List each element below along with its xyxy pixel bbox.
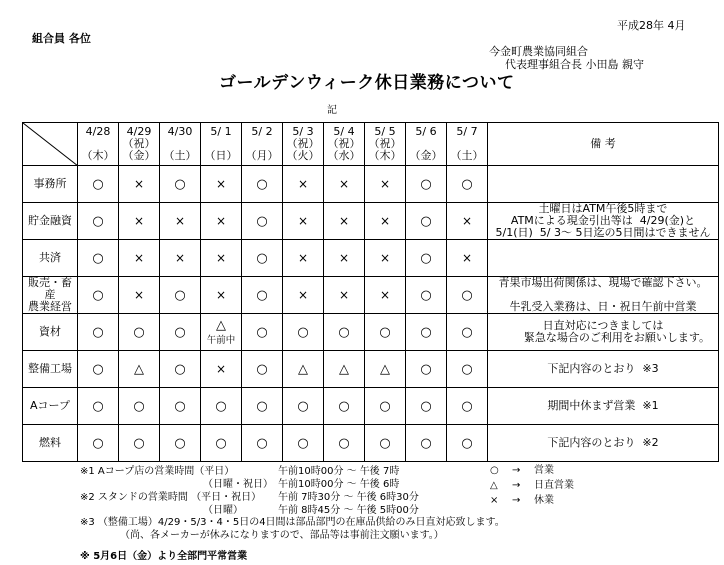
remarks-cell (488, 388, 719, 425)
status-cell (160, 240, 201, 277)
status-cell (324, 203, 365, 240)
legend-arrow: → (512, 465, 521, 476)
status-mark: ○ (256, 398, 268, 414)
row-label (23, 277, 78, 314)
status-mark: ○ (420, 176, 432, 192)
footnote-2b-time: 午前 8時45分 ～ 午後 5時00分 (278, 505, 419, 516)
status-mark: ○ (174, 435, 186, 451)
status-mark: × (338, 250, 350, 265)
legend-duty-symbol: △ (490, 480, 498, 491)
status-cell (78, 166, 119, 203)
status-mark: ○ (133, 435, 145, 451)
date-header (242, 123, 283, 166)
status-mark: △ (216, 317, 226, 333)
status-cell (324, 314, 365, 351)
status-mark: × (215, 361, 227, 376)
status-mark: × (379, 213, 391, 228)
status-mark: △ (339, 361, 349, 377)
weekday-label: （火） (286, 149, 320, 162)
remarks-cell (488, 425, 719, 462)
legend-item-duty (490, 476, 574, 491)
date-label: 5/ 5 (374, 125, 396, 138)
status-cell (447, 240, 488, 277)
legend (490, 461, 574, 506)
status-mark: ○ (133, 324, 145, 340)
row-label (23, 203, 78, 240)
status-mark: ○ (92, 398, 104, 414)
weekday-label: （木） (368, 149, 402, 162)
date-label: 5/ 2 (251, 125, 273, 138)
status-cell (365, 277, 406, 314)
status-mark: × (297, 287, 309, 302)
date-header (78, 123, 119, 166)
status-mark: ○ (256, 435, 268, 451)
status-mark: ○ (461, 398, 473, 414)
status-mark: × (297, 213, 309, 228)
legend-arrow: → (512, 495, 521, 506)
status-mark: ○ (297, 324, 309, 340)
sender-name: 代表理事組合長 小田島 親守 (505, 58, 644, 71)
legend-open-symbol: ○ (490, 465, 499, 476)
remarks-line: 緊急な場合のご利用をお願いします。 (495, 331, 711, 344)
status-cell (406, 166, 447, 203)
status-cell (242, 277, 283, 314)
status-cell (365, 240, 406, 277)
remarks-cell (488, 166, 719, 203)
status-mark: ○ (461, 324, 473, 340)
status-mark: ○ (215, 435, 227, 451)
row-label (23, 425, 78, 462)
footnote-2-label: ※2 スタンドの営業時間 （平日・祝日） (80, 492, 262, 503)
status-mark: ○ (420, 361, 432, 377)
status-mark: ○ (174, 176, 186, 192)
status-cell (119, 277, 160, 314)
footnote-1-label: ※1 Aコープ店の営業時間（平日） (80, 466, 235, 477)
status-mark: ○ (256, 250, 268, 266)
status-cell (242, 166, 283, 203)
holiday-label: （祝） (286, 137, 320, 150)
row-label (23, 240, 78, 277)
issue-date: 平成28年 4月 (617, 19, 686, 32)
remarks-line: 日直対応につきましては (542, 319, 664, 332)
footnote-2b-label: （日曜） (203, 505, 243, 516)
date-header (406, 123, 447, 166)
status-mark: △ (298, 361, 308, 377)
status-mark: × (215, 250, 227, 265)
status-cell (78, 388, 119, 425)
status-mark: × (297, 250, 309, 265)
status-cell (242, 351, 283, 388)
row-label-text: 販売・畜産 (28, 276, 72, 301)
status-mark: ○ (215, 398, 227, 414)
status-cell (119, 425, 160, 462)
status-cell (447, 425, 488, 462)
footnote-3: ※3 （整備工場）4/29・5/3・4・5日の4日間は部品部門の在庫品供給のみ日直対応致します。 (80, 517, 505, 528)
status-cell (242, 314, 283, 351)
status-cell (406, 240, 447, 277)
status-cell (447, 166, 488, 203)
remarks-line: 期間中休まず営業 ※1 (547, 399, 659, 412)
status-cell (160, 314, 201, 351)
status-cell (447, 388, 488, 425)
weekday-label: （金） (122, 149, 156, 162)
status-mark: ○ (338, 435, 350, 451)
weekday-label: （土） (163, 149, 197, 162)
status-mark: ○ (420, 250, 432, 266)
status-cell (447, 203, 488, 240)
remarks-line: 青果市場出荷関係は、現場で確認下さい。 (498, 276, 708, 289)
status-mark: ○ (297, 398, 309, 414)
org-name: 今金町農業協同組合 (489, 45, 588, 58)
row-label (23, 388, 78, 425)
status-mark: ○ (92, 176, 104, 192)
footnote-1-time: 午前10時00分 ～ 午後 7時 (278, 466, 400, 477)
status-cell (447, 351, 488, 388)
status-cell (283, 388, 324, 425)
holiday-label: （祝） (368, 137, 402, 150)
remarks-cell (488, 314, 719, 351)
date-header (447, 123, 488, 166)
status-cell (119, 388, 160, 425)
status-cell (283, 277, 324, 314)
status-mark: ○ (133, 398, 145, 414)
status-cell (78, 277, 119, 314)
status-cell (365, 314, 406, 351)
status-mark: ○ (92, 324, 104, 340)
status-mark: × (461, 213, 473, 228)
status-cell (283, 166, 324, 203)
status-cell (365, 203, 406, 240)
status-cell (78, 351, 119, 388)
status-mark: ○ (461, 287, 473, 303)
remarks-line: 土曜日はATM午後5時まで (538, 202, 668, 215)
recipient: 組合員 各位 (32, 32, 91, 45)
status-cell (201, 388, 242, 425)
status-cell (160, 351, 201, 388)
table-row (23, 203, 719, 240)
status-mark: × (461, 250, 473, 265)
status-cell (283, 240, 324, 277)
status-mark: × (379, 287, 391, 302)
status-mark: ○ (92, 250, 104, 266)
status-mark: × (133, 287, 145, 302)
weekday-label: （木） (81, 149, 115, 162)
diagonal-corner-cell (23, 123, 78, 166)
status-cell (324, 351, 365, 388)
row-label-text: 貯金融資 (28, 214, 72, 227)
row-label-text: 整備工場 (28, 362, 72, 375)
status-cell (406, 351, 447, 388)
status-mark: × (297, 176, 309, 191)
status-cell (324, 277, 365, 314)
status-cell (242, 203, 283, 240)
remarks-line: 下記内容のとおり ※3 (547, 362, 659, 375)
date-label: 5/ 6 (415, 125, 437, 138)
status-subnote: 午前中 (206, 334, 236, 346)
legend-open-text: 営業 (534, 465, 554, 476)
status-cell (78, 314, 119, 351)
status-mark: ○ (256, 324, 268, 340)
status-mark: ○ (256, 287, 268, 303)
status-cell (406, 388, 447, 425)
table-row (23, 277, 719, 314)
status-mark: ○ (420, 287, 432, 303)
table-row (23, 351, 719, 388)
date-header (365, 123, 406, 166)
date-header (283, 123, 324, 166)
status-cell (406, 314, 447, 351)
status-cell (119, 166, 160, 203)
date-header (119, 123, 160, 166)
schedule-table (22, 122, 719, 462)
remarks-cell (488, 351, 719, 388)
date-label: 4/28 (85, 125, 111, 138)
remarks-line: 牛乳受入業務は、日・祝日午前中営業 (509, 300, 697, 313)
status-mark: ○ (92, 435, 104, 451)
status-cell (283, 425, 324, 462)
footnote-2-time: 午前 7時30分 ～ 午後 6時30分 (278, 492, 419, 503)
status-cell (406, 203, 447, 240)
status-mark: ○ (379, 435, 391, 451)
status-cell (201, 166, 242, 203)
status-cell (242, 388, 283, 425)
status-mark: × (133, 213, 145, 228)
table-row (23, 240, 719, 277)
status-mark: ○ (338, 398, 350, 414)
footnote-1b-label: （日曜・祝日） (203, 479, 273, 490)
status-mark: × (174, 213, 186, 228)
status-cell (160, 166, 201, 203)
table-row (23, 425, 719, 462)
status-cell (447, 314, 488, 351)
remarks-cell (488, 240, 719, 277)
remarks-cell (488, 203, 719, 240)
status-mark: ○ (256, 213, 268, 229)
status-cell (160, 203, 201, 240)
status-cell (242, 240, 283, 277)
row-label-text: 燃料 (39, 436, 61, 449)
status-cell (119, 203, 160, 240)
date-label: 4/29 (126, 125, 152, 138)
status-cell (365, 166, 406, 203)
status-cell (283, 351, 324, 388)
status-mark: × (215, 213, 227, 228)
status-mark: ○ (379, 324, 391, 340)
status-mark: ○ (92, 213, 104, 229)
row-label-text: Aコープ (30, 399, 70, 412)
status-cell (324, 388, 365, 425)
holiday-label: （祝） (327, 137, 361, 150)
row-label-text: 共済 (39, 251, 61, 264)
status-mark: ○ (92, 361, 104, 377)
status-mark: × (338, 213, 350, 228)
status-mark: ○ (174, 361, 186, 377)
status-mark: × (379, 250, 391, 265)
remarks-line: 5/1(日) 5/ 3～ 5日迄の5日間はできません (495, 226, 711, 239)
status-cell (283, 314, 324, 351)
date-label: 4/30 (167, 125, 193, 138)
status-cell (201, 351, 242, 388)
status-mark: ○ (338, 324, 350, 340)
table-row (23, 314, 719, 351)
status-cell (119, 240, 160, 277)
status-mark: △ (134, 361, 144, 377)
status-cell (283, 203, 324, 240)
status-cell (201, 314, 242, 351)
status-mark: ○ (297, 435, 309, 451)
weekday-label: （月） (245, 149, 279, 162)
status-cell (365, 351, 406, 388)
legend-arrow: → (512, 480, 521, 491)
row-label-text-2: 農業経営 (28, 300, 72, 313)
status-cell (365, 425, 406, 462)
document-title: ゴールデンウィーク休日業務について (219, 73, 515, 93)
remarks-line: ATMによる現金引出等は 4/29(金)と (510, 214, 696, 227)
status-mark: △ (380, 361, 390, 377)
status-mark: × (338, 176, 350, 191)
weekday-label: （水） (327, 149, 361, 162)
date-header (201, 123, 242, 166)
status-cell (324, 166, 365, 203)
status-mark: ○ (379, 398, 391, 414)
legend-closed-text: 休業 (534, 495, 554, 506)
status-cell (78, 203, 119, 240)
legend-item-closed (490, 491, 574, 506)
status-mark: ○ (420, 213, 432, 229)
status-mark: × (379, 176, 391, 191)
status-mark: × (338, 287, 350, 302)
status-mark: ○ (461, 176, 473, 192)
status-cell (406, 425, 447, 462)
status-mark: ○ (420, 324, 432, 340)
holiday-label: （祝） (122, 137, 156, 150)
status-cell (201, 240, 242, 277)
status-mark: ○ (174, 324, 186, 340)
row-label-text: 事務所 (33, 177, 67, 190)
footnote-1b-time: 午前10時00分 ～ 午後 6時 (278, 479, 400, 490)
status-mark: × (133, 176, 145, 191)
status-cell (242, 425, 283, 462)
status-mark: ○ (461, 361, 473, 377)
status-mark: × (133, 250, 145, 265)
footnote-3b: （尚、各メーカーが休みになりますので、部品等は事前注文願います。） (120, 530, 444, 541)
table-row (23, 388, 719, 425)
date-label: 5/ 7 (456, 125, 478, 138)
status-mark: ○ (256, 176, 268, 192)
status-mark: × (174, 250, 186, 265)
remarks-cell (488, 277, 719, 314)
status-cell (406, 277, 447, 314)
remarks-line: 下記内容のとおり ※2 (547, 436, 659, 449)
final-note: ※ 5月6日（金）より全部門平常営業 (80, 551, 248, 562)
status-cell (324, 240, 365, 277)
row-label (23, 351, 78, 388)
status-cell (78, 425, 119, 462)
status-cell (160, 277, 201, 314)
date-label: 5/ 1 (210, 125, 232, 138)
status-cell (324, 425, 365, 462)
status-mark: ○ (174, 398, 186, 414)
status-mark: ○ (461, 435, 473, 451)
status-mark: ○ (256, 361, 268, 377)
status-cell (201, 203, 242, 240)
remarks-header: 備 考 (488, 123, 719, 166)
status-mark: × (215, 176, 227, 191)
diagonal-line (23, 123, 78, 166)
status-mark: ○ (174, 287, 186, 303)
date-header (324, 123, 365, 166)
date-label: 5/ 3 (292, 125, 314, 138)
weekday-label: （土） (450, 149, 484, 162)
table-row (23, 166, 719, 203)
status-cell (447, 277, 488, 314)
row-label (23, 314, 78, 351)
legend-duty-text: 日直営業 (534, 480, 574, 491)
row-label-text: 資材 (39, 325, 61, 338)
legend-closed-symbol: × (490, 495, 499, 506)
status-cell (201, 425, 242, 462)
status-mark: ○ (420, 435, 432, 451)
status-cell (119, 351, 160, 388)
status-cell (365, 388, 406, 425)
date-header (160, 123, 201, 166)
ki-label: 記 (327, 105, 337, 116)
date-label: 5/ 4 (333, 125, 355, 138)
status-mark: × (215, 287, 227, 302)
status-cell (201, 277, 242, 314)
status-cell (119, 314, 160, 351)
status-cell (160, 425, 201, 462)
status-mark: ○ (420, 398, 432, 414)
legend-item-open (490, 461, 574, 476)
status-cell (160, 388, 201, 425)
status-cell (78, 240, 119, 277)
weekday-label: （金） (409, 149, 443, 162)
weekday-label: （日） (204, 149, 238, 162)
status-mark: ○ (92, 287, 104, 303)
row-label (23, 166, 78, 203)
